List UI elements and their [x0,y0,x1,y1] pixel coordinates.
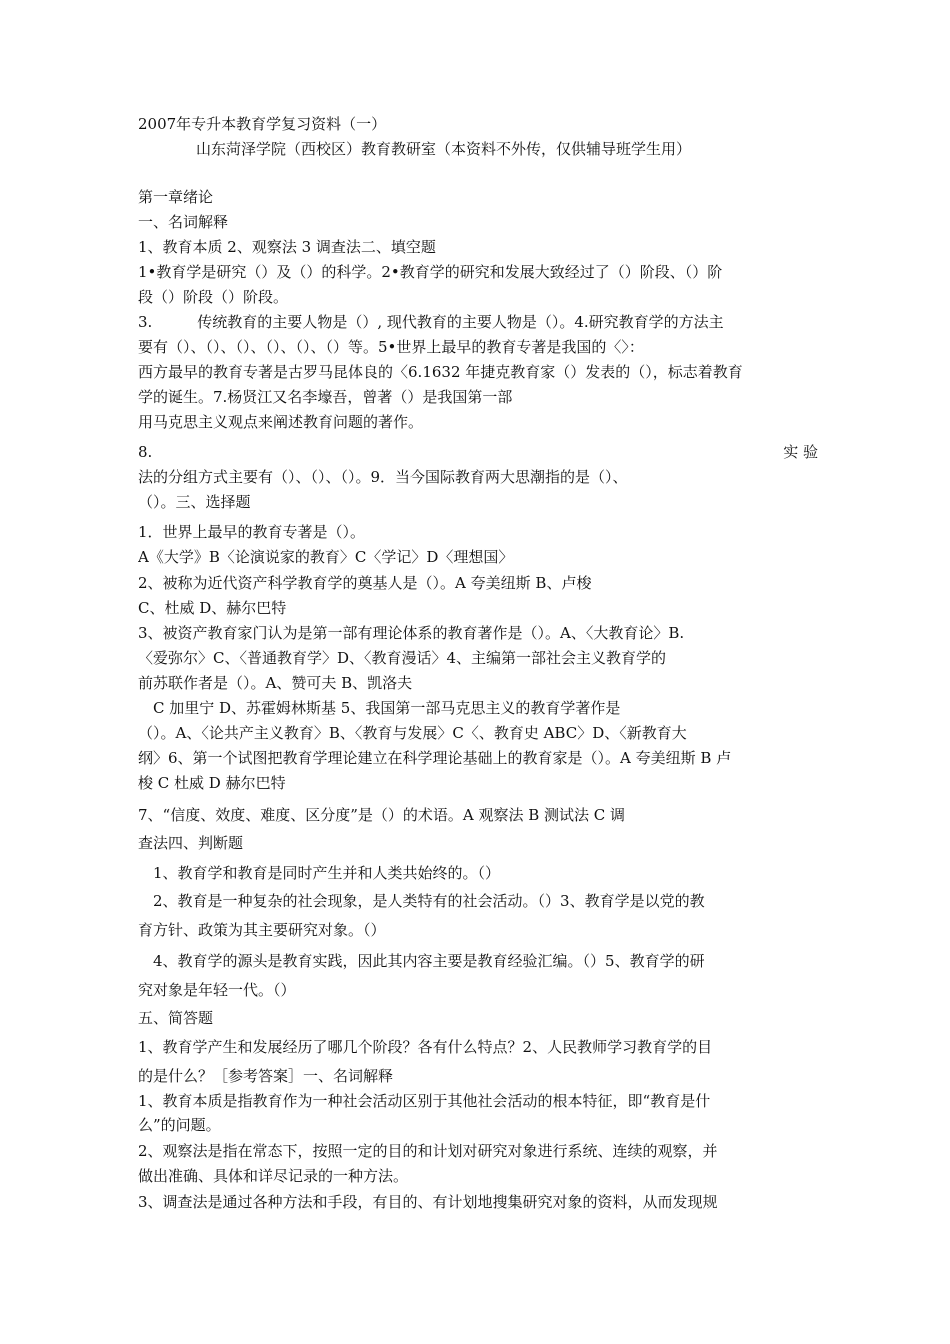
text-line: 1、教育学和教育是同时产生并和人类共始终的。（） [138,864,501,882]
text-line: 1．世界上最早的教育专著是（）。 [138,523,366,541]
text-line: 用马克思主义观点来阐述教育问题的著作。 [138,413,424,431]
split-line-right: 实 验 [783,443,818,461]
section-heading: 五、简答题 [138,1009,214,1027]
text-line: 1、教育本质是指教育作为一种社会活动区别于其他社会活动的根本特征，即“教育是什 [138,1092,711,1110]
text-line: C 加里宁 D、苏霍姆林斯基 5、我国第一部马克思主义的教育学著作是 [138,699,621,717]
text-line: 西方最早的教育专著是古罗马昆体良的〈6.1632 年捷克教育家（）发表的（），标志着教育 [138,363,743,381]
text-line: 2、被称为近代资产科学教育学的奠基人是（）。A 夸美纽斯 B、卢梭 [138,574,592,592]
text-line: 1、教育学产生和发展经历了哪几个阶段？各有什么特点？2、人民教师学习教育学的目 [138,1038,713,1056]
split-line [138,442,818,462]
text-line: A《大学》B〈论演说家的教育〉C〈学记〉D〈理想国〉 [138,548,514,566]
text-line: （）。A、〈论共产主义教育〉B、〈教育与发展〉C〈、教育史 ABC〉D、〈新教育大 [138,724,687,742]
text-line: 3、调查法是通过各种方法和手段，有目的、有计划地搜集研究对象的资料，从而发现规 [138,1193,718,1211]
text-line: 2、观察法是指在常态下，按照一定的目的和计划对研究对象进行系统、连续的观察，并 [138,1142,718,1160]
text-line: 前苏联作者是（）。A、赞可夫 B、凯洛夫 [138,674,413,692]
section-heading: 查法四、判断题 [138,834,244,852]
split-line-left: 8. [138,443,153,461]
text-line: 3、被资产教育家门认为是第一部有理论体系的教育著作是（）。A、〈大教育论〉B. [138,624,685,642]
text-line: C、杜威 D、赫尔巴特 [138,599,287,617]
text-line: 段（）阶段（）阶段。 [138,288,289,306]
text-line: 的是什么？［参考答案］一、名词解释 [138,1067,394,1085]
document-title: 2007年专升本教育学复习资料（一） [138,115,387,133]
text-line: 要有（）、（）、（）、（）、（）、（）等。5•世界上最早的教育专著是我国的〈〉： [138,338,644,356]
text-line: 1•教育学是研究（）及（）的科学。2•教育学的研究和发展大致经过了（）阶段、（）阶 [138,263,723,281]
text-line: 做出准确、具体和详尽记录的一种方法。 [138,1167,409,1185]
text-line: 3. 传统教育的主要人物是（）, 现代教育的主要人物是（）。4.研究教育学的方法主 [138,313,724,331]
text-line: 〈爱弥尔〉C、〈普通教育学〉D、〈教育漫话〉4、主编第一部社会主义教育学的 [138,649,667,667]
text-line: 4、教育学的源头是教育实践，因此其内容主要是教育经验汇编。（）5、教育学的研 [138,952,705,970]
section-heading: （）。三、选择题 [138,493,251,511]
section-heading: 一、名词解释 [138,213,229,231]
text-line: 法的分组方式主要有（）、（）、（）。9．当今国际教育两大思潮指的是（）、 [138,468,628,486]
text-line: 纲〉6、第一个试图把教育学理论建立在科学理论基础上的教育家是（）。A 夸美纽斯 B 卢 [138,749,732,767]
text-line: 1、教育本质 2、观察法 3 调查法二、填空题 [138,238,436,256]
text-line: 究对象是年轻一代。（） [138,981,296,999]
chapter-heading: 第一章绪论 [138,188,214,206]
text-line: 么”的问题。 [138,1116,221,1134]
text-line: 2、教育是一种复杂的社会现象，是人类特有的社会活动。（）3、教育学是以党的教 [138,892,705,910]
text-line: 梭 C 杜威 D 赫尔巴特 [138,774,286,792]
document-subtitle: 山东菏泽学院（西校区）教育教研室（本资料不外传，仅供辅导班学生用） [196,140,692,158]
text-line: 育方针、政策为其主要研究对象。（） [138,921,386,939]
text-line: 7、“信度、效度、难度、区分度”是（）的术语。A 观察法 B 测试法 C 调 [138,806,626,824]
text-line: 学的诞生。7.杨贤江又名李壕吾，曾著（）是我国第一部 [138,388,513,406]
